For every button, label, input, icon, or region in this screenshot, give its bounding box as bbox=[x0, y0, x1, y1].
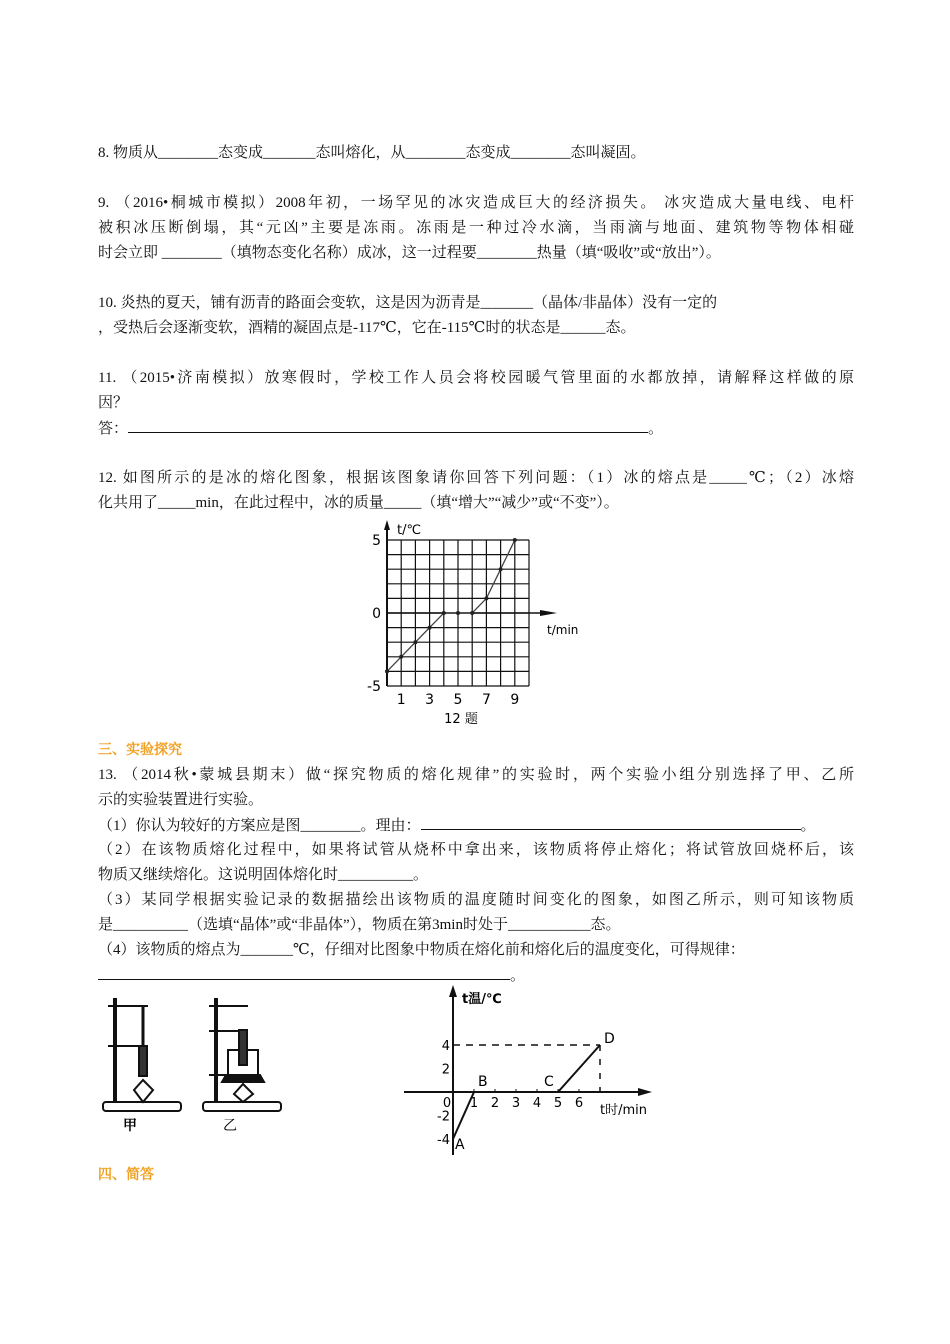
q10-line: 10. 炎热的夏天，铺有沥青的路面会变软，这是因为沥青是_______（晶体/非晶体）没有一定的 bbox=[98, 295, 718, 311]
q13-line: （2）在该物质熔化过程中，如果将试管从烧杯中拿出来，该物质将停止熔化；将试管放回烧杯后，该 bbox=[98, 842, 854, 858]
q11-line: 因？ bbox=[98, 395, 129, 411]
data-point bbox=[513, 538, 517, 542]
x-tick-label: 1 bbox=[469, 1096, 479, 1111]
q9-line: 被积冰压断倒塌，其“元凶”主要是冻雨。冻雨是一种过冷水滴，当雨滴与地面、建筑物等物体相碰 bbox=[98, 220, 854, 236]
q11-line: 11. （2015•济南模拟）放寒假时，学校工作人员会将校园暖气管里面的水都放掉，请解释这样做的原 bbox=[98, 370, 854, 386]
x-tick-label: 0 bbox=[442, 1096, 452, 1111]
q13-line: 物质又继续熔化。这说明固体熔化时__________。 bbox=[98, 867, 429, 883]
y-axis-arrow-icon bbox=[384, 520, 390, 530]
point-label: A bbox=[455, 1137, 465, 1153]
x-tick-label: 3 bbox=[511, 1096, 521, 1111]
apparatus-figures bbox=[98, 990, 298, 1135]
q12-line: 12. 如图所示的是冰的熔化图象，根据该图象请你回答下列问题：（1）冰的熔点是_____℃；（2）冰熔 bbox=[98, 470, 854, 486]
answer-blank[interactable] bbox=[128, 418, 648, 433]
q13-line: 13. （2014秋•蒙城县期末）做“探究物质的熔化规律”的实验时，两个实验小组分别选择了甲、乙所 bbox=[98, 767, 854, 783]
data-point bbox=[413, 640, 417, 644]
point-label: B bbox=[478, 1074, 488, 1090]
q13-part1-text: （1）你认为较好的方案应是图________。理由： bbox=[98, 818, 421, 834]
q12-line: 化共用了_____min，在此过程中，冰的质量_____（填“增大”“减少”或“不变”）。 bbox=[98, 495, 619, 511]
section-heading-experiment: 三、实验探究 bbox=[98, 742, 182, 758]
q8-line: 8. 物质从________态变成_______态叫熔化，从________态变成________态叫凝固。 bbox=[98, 145, 646, 161]
answer-label: 答： bbox=[98, 421, 129, 437]
data-point bbox=[385, 669, 389, 673]
y-tick-label: 5 bbox=[372, 533, 381, 549]
data-point bbox=[484, 596, 488, 600]
period: 。 bbox=[800, 818, 816, 834]
x-tick-label: 4 bbox=[532, 1096, 542, 1111]
y-axis-label: t/℃ bbox=[397, 523, 422, 538]
ice-melting-chart bbox=[355, 520, 595, 732]
x-tick-label: 3 bbox=[425, 692, 435, 708]
y-axis-label: t温/℃ bbox=[462, 992, 502, 1007]
apparatus-label-jia: 甲 bbox=[123, 1118, 137, 1134]
series-line bbox=[387, 540, 515, 671]
q9-line: 9. （2016•桐城市模拟）2008年初，一场罕见的冰灾造成巨大的经济损失。 冰灾造成大量电线、电杆 bbox=[98, 195, 854, 211]
data-point bbox=[470, 611, 474, 615]
reason-blank[interactable] bbox=[421, 815, 801, 830]
data-point bbox=[399, 655, 403, 659]
y-axis-arrow-icon bbox=[449, 985, 457, 997]
x-tick-label: 7 bbox=[481, 692, 491, 708]
apparatus-label-yi: 乙 bbox=[223, 1118, 237, 1134]
period: 。 bbox=[510, 968, 526, 984]
data-point bbox=[442, 611, 446, 615]
section-heading-short-answer: 四、简答 bbox=[98, 1167, 154, 1183]
answer-end: 。 bbox=[648, 421, 664, 437]
data-point bbox=[456, 611, 460, 615]
y-tick-label: 2 bbox=[441, 1062, 450, 1078]
x-tick-label: 9 bbox=[510, 692, 520, 708]
apparatus-yi bbox=[203, 998, 281, 1111]
x-tick-label: 5 bbox=[453, 692, 463, 708]
temperature-time-chart bbox=[400, 983, 660, 1161]
x-axis-label: t/min bbox=[547, 623, 579, 637]
data-point bbox=[428, 626, 432, 630]
chart-caption: 12 题 bbox=[444, 712, 478, 727]
q13-line bbox=[98, 815, 816, 836]
y-tick-label: -2 bbox=[437, 1109, 450, 1125]
x-axis-label: t时/min bbox=[600, 1103, 647, 1118]
data-point bbox=[499, 567, 503, 571]
x-tick-label: 2 bbox=[490, 1096, 500, 1111]
y-tick-label: 4 bbox=[441, 1039, 450, 1054]
x-tick-label: 5 bbox=[553, 1096, 563, 1111]
x-axis-arrow-icon bbox=[540, 610, 557, 616]
x-tick-label: 6 bbox=[574, 1096, 584, 1111]
q11-answer-line bbox=[98, 418, 663, 439]
q13-line: 是__________（选填“晶体”或“非晶体”），物质在第3min时处于___________态。 bbox=[98, 917, 621, 933]
q13-line: （4）该物质的熔点为_______℃，仔细对比图象中物质在熔化前和熔化后的温度变化，可得规律： bbox=[98, 942, 745, 958]
x-tick-label: 1 bbox=[396, 692, 406, 708]
point-label: D bbox=[604, 1031, 615, 1047]
q10-line: ，受热后会逐渐变软，酒精的凝固点是-117℃，它在-115℃时的状态是______态。 bbox=[98, 320, 636, 336]
q13-line: 示的实验装置进行实验。 bbox=[98, 792, 264, 808]
y-tick-label: -4 bbox=[437, 1133, 450, 1148]
apparatus-jia bbox=[103, 998, 181, 1111]
rule-blank[interactable] bbox=[98, 965, 510, 980]
q9-line: 时会立即 ________（填物态变化名称）成冰，这一过程要________热量（填“吸收”或“放出”）。 bbox=[98, 245, 721, 261]
point-label: C bbox=[544, 1074, 554, 1090]
q13-line: （3）某同学根据实验记录的数据描绘出该物质的温度随时间变化的图象，如图乙所示，则可知该物质 bbox=[98, 892, 854, 908]
y-tick-label: -5 bbox=[367, 679, 381, 695]
y-tick-label: 0 bbox=[372, 606, 381, 622]
x-axis-arrow-icon bbox=[638, 1088, 652, 1096]
